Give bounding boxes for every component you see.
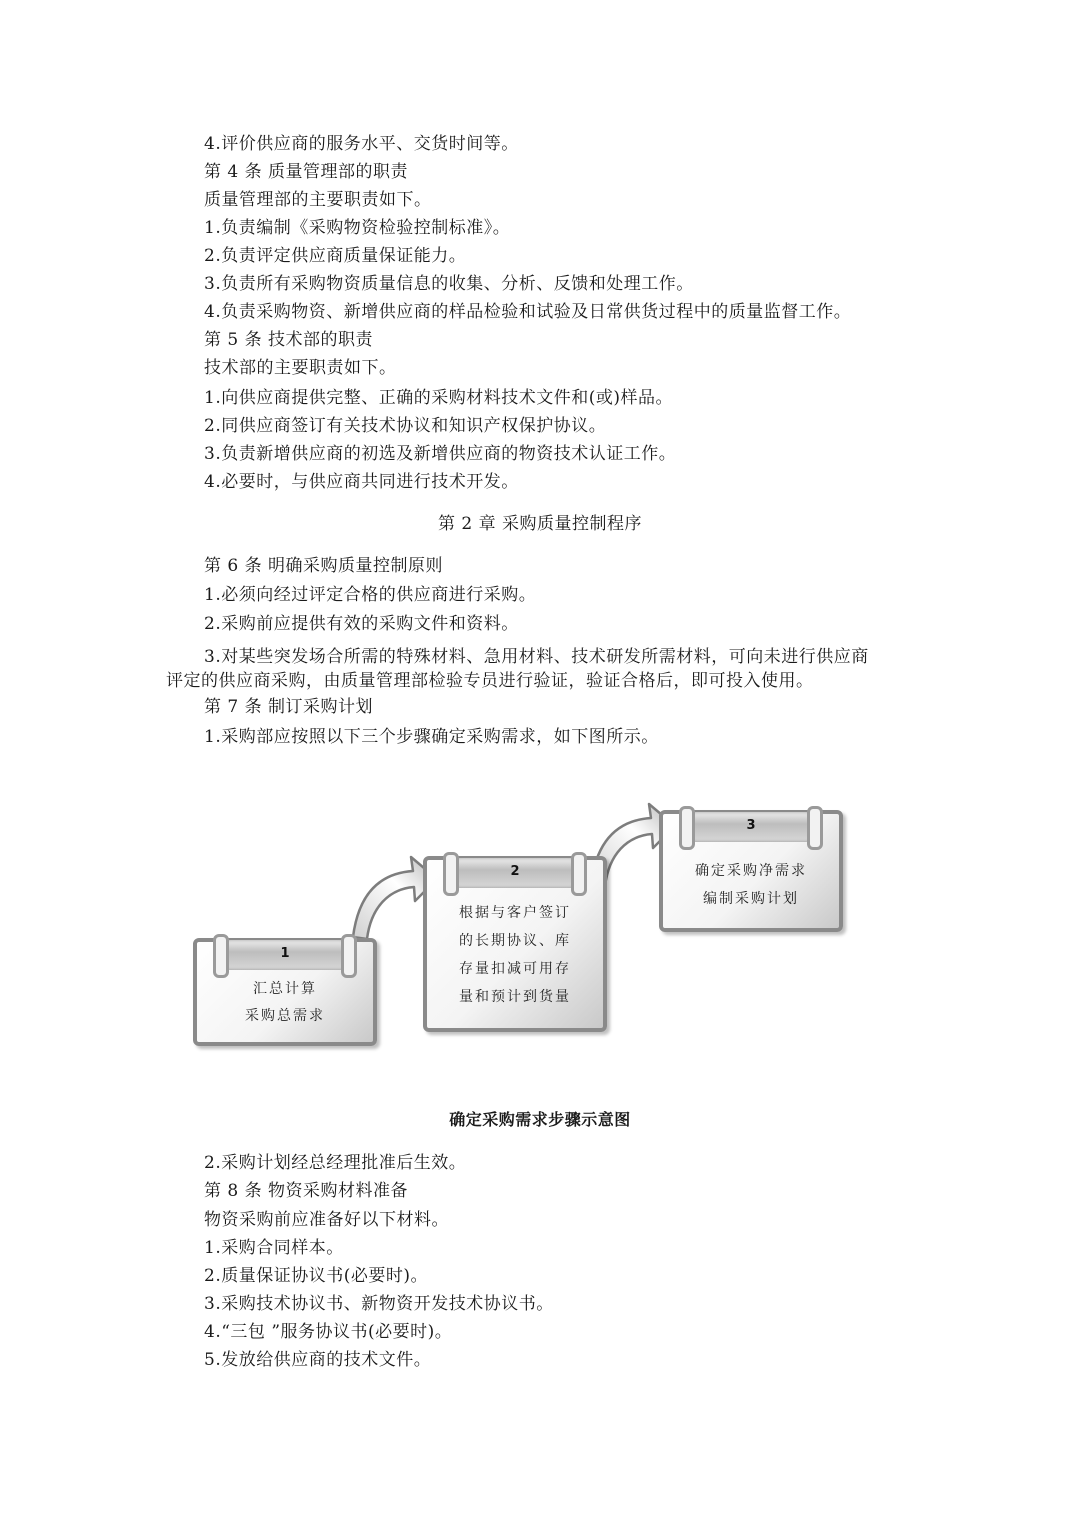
list-item: 4.“三包 ”服务协议书(必要时)。 bbox=[204, 1322, 453, 1342]
text-line: 质量管理部的主要职责如下。 bbox=[204, 190, 432, 210]
article-heading: 第 5 条 技术部的职责 bbox=[204, 330, 374, 350]
step-number: 2 bbox=[510, 864, 520, 879]
list-item: 1.向供应商提供完整、正确的采购材料技术文件和(或)样品。 bbox=[204, 388, 673, 408]
list-item: 1.必须向经过评定合格的供应商进行采购。 bbox=[204, 585, 537, 605]
step-tab bbox=[215, 940, 355, 970]
diagram-caption: 确定采购需求步骤示意图 bbox=[449, 1110, 631, 1129]
list-item: 3.负责所有采购物资质量信息的收集、分析、反馈和处理工作。 bbox=[204, 274, 694, 294]
step-text: 汇总计算 bbox=[253, 981, 317, 997]
article-heading: 第 7 条 制订采购计划 bbox=[204, 697, 374, 717]
step-text: 存量扣减可用存 bbox=[459, 961, 571, 977]
article-heading: 第 4 条 质量管理部的职责 bbox=[204, 162, 409, 182]
list-item: 5.发放给供应商的技术文件。 bbox=[204, 1350, 432, 1370]
list-item: 2.同供应商签订有关技术协议和知识产权保护协议。 bbox=[204, 416, 607, 436]
list-item: 1.采购合同样本。 bbox=[204, 1238, 344, 1258]
chapter-title: 第 2 章 采购质量控制程序 bbox=[437, 514, 643, 534]
step-box-1 bbox=[193, 938, 377, 1046]
step-text: 量和预计到货量 bbox=[459, 989, 571, 1005]
step-number: 3 bbox=[746, 818, 756, 833]
text-line: 技术部的主要职责如下。 bbox=[204, 358, 397, 378]
process-diagram bbox=[185, 790, 855, 1060]
step-text: 采购总需求 bbox=[245, 1008, 325, 1024]
step-box-2 bbox=[423, 856, 607, 1032]
step-text: 根据与客户签订 bbox=[459, 905, 571, 921]
list-item: 2.采购计划经总经理批准后生效。 bbox=[204, 1153, 467, 1173]
list-item: 1.采购部应按照以下三个步骤确定采购需求，如下图所示。 bbox=[204, 727, 659, 747]
text-line: 物资采购前应准备好以下材料。 bbox=[204, 1210, 449, 1230]
list-item: 4.负责采购物资、新增供应商的样品检验和试验及日常供货过程中的质量监督工作。 bbox=[204, 302, 852, 322]
list-item: 2.质量保证协议书(必要时)。 bbox=[204, 1266, 428, 1286]
step-number: 1 bbox=[280, 946, 290, 961]
list-item: 3.对某些突发场合所需的特殊材料、急用材料、技术研发所需材料，可向未进行供应商 bbox=[204, 647, 869, 667]
list-item: 1.负责编制《采购物资检验控制标准》。 bbox=[204, 218, 511, 238]
list-item: 2.采购前应提供有效的采购文件和资料。 bbox=[204, 614, 519, 634]
step-tab bbox=[445, 858, 585, 888]
list-item-continuation: 评定的供应商采购，由质量管理部检验专员进行验证，验证合格后，即可投入使用。 bbox=[166, 671, 814, 691]
step-text: 确定采购净需求 bbox=[695, 863, 807, 879]
list-item: 4.必要时，与供应商共同进行技术开发。 bbox=[204, 472, 519, 492]
list-item: 3.采购技术协议书、新物资开发技术协议书。 bbox=[204, 1294, 554, 1314]
article-heading: 第 8 条 物资采购材料准备 bbox=[204, 1181, 409, 1201]
step-tab bbox=[681, 812, 821, 842]
step-box-3 bbox=[659, 810, 843, 932]
step-text: 的长期协议、库 bbox=[459, 933, 571, 949]
text-line: 4.评价供应商的服务水平、交货时间等。 bbox=[204, 134, 519, 154]
list-item: 3.负责新增供应商的初选及新增供应商的物资技术认证工作。 bbox=[204, 444, 677, 464]
step-text: 编制采购计划 bbox=[703, 891, 799, 907]
list-item: 2.负责评定供应商质量保证能力。 bbox=[204, 246, 467, 266]
article-heading: 第 6 条 明确采购质量控制原则 bbox=[204, 556, 444, 576]
